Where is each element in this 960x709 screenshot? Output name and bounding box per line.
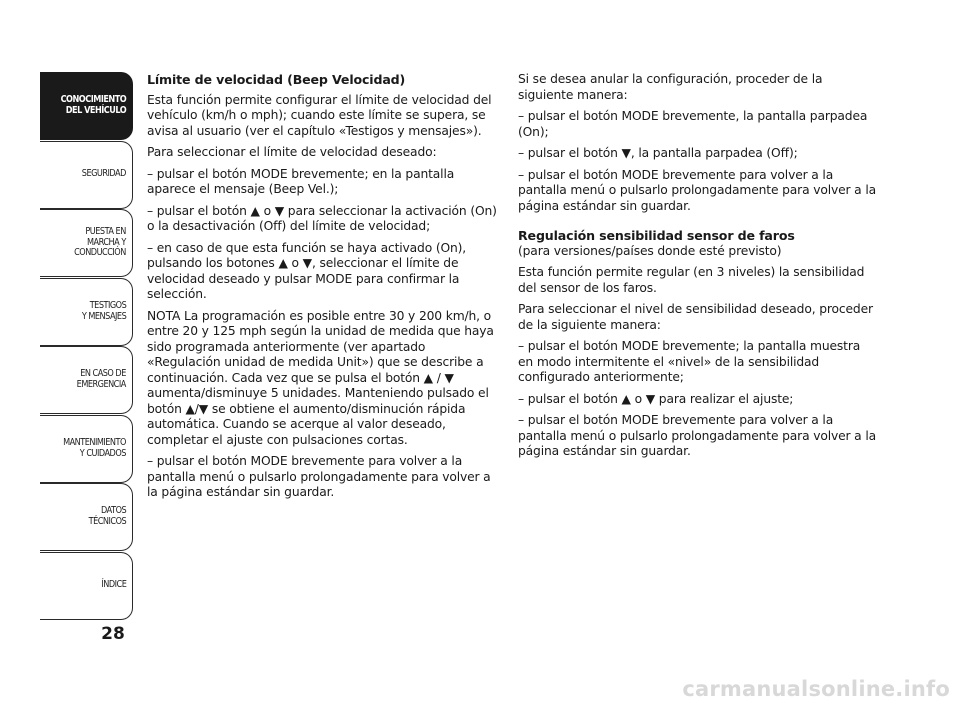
tab-testigos-y-mensajes[interactable]: [40, 278, 133, 346]
section-heading-headlight-sensor: Regulación sensibilidad sensor de faros: [518, 228, 795, 243]
paragraph: – en caso de que esta función se haya activado (On), pulsando los botones ▲ o ▼, seleccionar el límite de velocidad deseado y pulsar MODE para confirmar la selección.: [147, 240, 467, 301]
paragraph: – pulsar el botón ▼, la pantalla parpadea (Off);: [518, 146, 798, 160]
tab-label: ÍNDICE: [101, 579, 126, 591]
paragraph: Si se desea anular la configuración, proceder de la siguiente manera:: [518, 72, 823, 102]
paragraph: Para seleccionar el nivel de sensibilidad deseado, proceder de la siguiente manera:: [518, 302, 873, 332]
tab-label: SEGURIDAD: [81, 168, 126, 180]
tab-seguridad[interactable]: [40, 141, 133, 209]
paragraph: Esta función permite configurar el límite de velocidad del vehículo (km/h o mph); cuando este límite se supera, se avisa al usuario (ver el capítulo «Testigos y mensajes»).: [147, 92, 492, 138]
tab-mantenimiento-y-cuidados[interactable]: [40, 415, 133, 483]
section-heading-speed-limit: Límite de velocidad (Beep Velocidad): [147, 72, 406, 87]
tab-label: DATOS TÉCNICOS: [88, 505, 126, 527]
paragraph: Para seleccionar el límite de velocidad deseado:: [147, 145, 437, 159]
tab-label: CONOCIMIENTO DEL VEHÍCULO: [60, 94, 126, 116]
tab-label: PUESTA EN MARCHA Y CONDUCCIÓN: [74, 226, 126, 259]
tab-label: TESTIGOS Y MENSAJES: [81, 299, 126, 322]
tab-label: EN CASO DE EMERGENCIA: [76, 368, 126, 390]
right-column: [518, 72, 876, 466]
paragraph: Esta función permite regular (en 3 niveles) la sensibilidad del sensor de los faros.: [518, 265, 865, 295]
paragraph: – pulsar el botón ▲ o ▼ para realizar el ajuste;: [518, 391, 794, 406]
paragraph: – pulsar el botón MODE brevemente; en la pantalla aparece el mensaje (Beep Vel.);: [147, 166, 455, 196]
tab-en-caso-de-emergencia[interactable]: [40, 346, 133, 414]
tab-label: MANTENIMIENTO Y CUIDADOS: [63, 436, 126, 459]
watermark: carmanualsonline.info: [682, 677, 950, 701]
page-number: 28: [101, 624, 125, 644]
chapter-tabs: [40, 72, 133, 620]
paragraph: – pulsar el botón MODE brevemente para volver a la pantalla menú o pulsarlo prolongadamente para volver a la página estándar sin guardar.: [147, 454, 491, 499]
heading-note: (para versiones/países donde esté previsto): [518, 243, 782, 258]
tab-datos-tecnicos[interactable]: [40, 483, 133, 551]
tab-conocimiento-del-vehiculo[interactable]: [40, 72, 133, 140]
tab-indice[interactable]: [40, 552, 133, 620]
tab-puesta-en-marcha[interactable]: [40, 209, 133, 277]
paragraph: – pulsar el botón MODE brevemente, la pantalla parpadea (On);: [518, 109, 868, 139]
left-column: [147, 72, 499, 507]
paragraph: – pulsar el botón ▲ o ▼ para seleccionar la activación (On) o la desactivación (Off) del límite de velocidad;: [147, 203, 497, 233]
paragraph: – pulsar el botón MODE brevemente para volver a la pantalla menú o pulsarlo prolongadamente para volver a la página estándar sin guardar.: [518, 167, 876, 213]
note-paragraph: NOTA La programación es posible entre 30 y 200 km/h, o entre 20 y 125 mph según la unidad de medida que haya sido programada anteriormente (ver apartado «Regulación unidad de medida Unit») que se describe a continuación. Cada vez que se pulsa el botón ▲ / ▼ aumenta/disminuye 5 unidades. Manteniendo pulsado el botón ▲/▼ se obtiene el aumento/disminución rápida automática. Cuando se acerque al valor deseado, completar el ajuste con pulsaciones cortas.: [147, 308, 494, 447]
paragraph: – pulsar el botón MODE brevemente; la pantalla muestra en modo intermitente el «nivel» de la sensibilidad configurado anteriormente;: [518, 339, 861, 384]
paragraph: – pulsar el botón MODE brevemente para volver a la pantalla menú o pulsarlo prolongadamente para volver a la página estándar sin guardar.: [518, 413, 876, 458]
